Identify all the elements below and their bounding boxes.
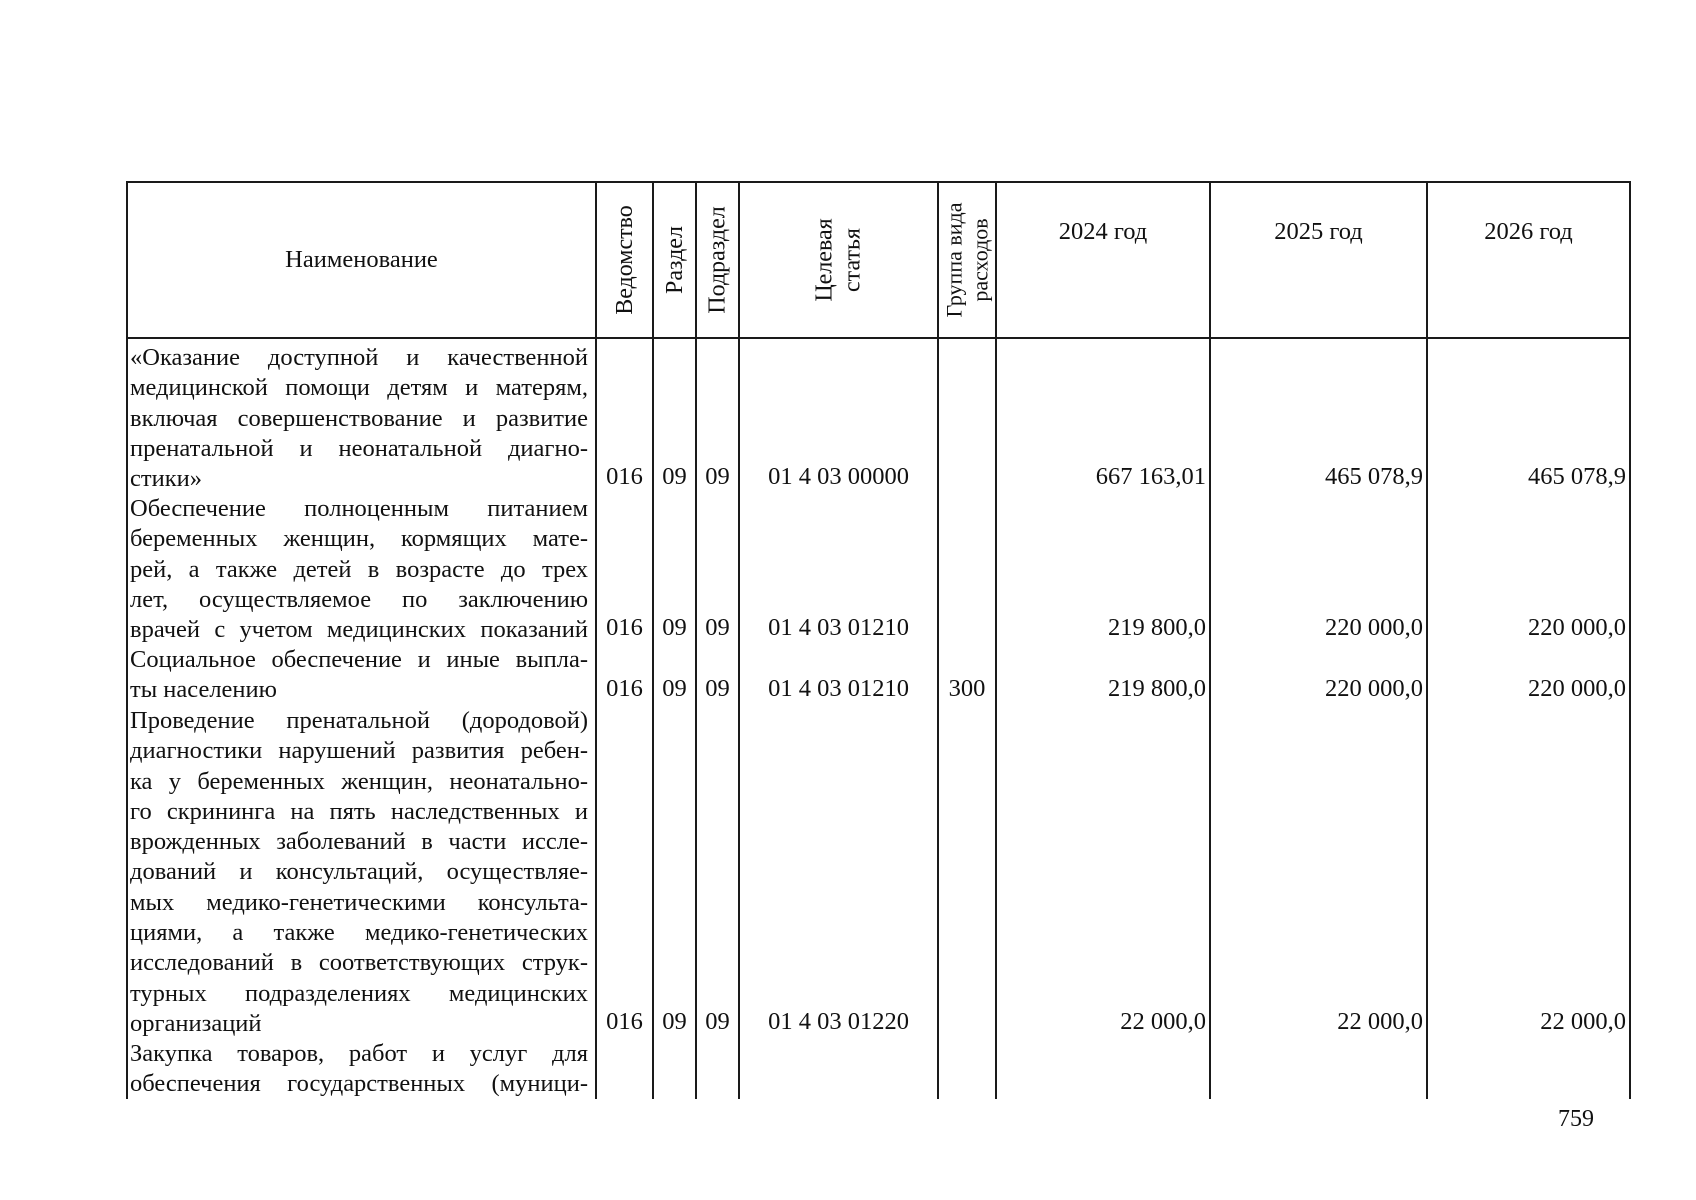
row-2-2024: 219 800,0 xyxy=(1108,614,1206,641)
row-1-2026: 465 078,9 xyxy=(1528,463,1626,490)
row-1-line: включая совершенствование и развитие xyxy=(130,404,588,432)
row-1-2024: 667 163,01 xyxy=(1095,463,1206,490)
row-2-subsection: 09 xyxy=(705,614,730,641)
row-4-line: исследований в соответствующих струк- xyxy=(130,949,588,977)
row-3-dept: 016 xyxy=(606,675,643,702)
row-1-section: 09 xyxy=(662,463,687,490)
row-4-line: мых медико-генетическими консульта- xyxy=(130,888,588,916)
row-1-target: 01 4 03 00000 xyxy=(768,463,909,490)
row-4-line: ка у беременных женщин, неонатально- xyxy=(130,767,588,795)
row-5-line: обеспечения государственных (муници- xyxy=(130,1070,588,1098)
row-4-line: турных подразделениях медицинских xyxy=(130,979,588,1007)
row-4-line: дований и консультаций, осуществляе- xyxy=(130,858,588,886)
header-dept xyxy=(597,183,652,337)
row-3-name xyxy=(130,645,588,706)
row-4-2026: 22 000,0 xyxy=(1540,1008,1626,1035)
row-3-2025: 220 000,0 xyxy=(1325,675,1423,702)
row-1-line: пренатальной и неонатальной диагно- xyxy=(130,434,588,462)
row-4-subsection: 09 xyxy=(705,1008,730,1035)
row-4-line: организаций xyxy=(130,1009,262,1037)
row-3-line: ты населению xyxy=(130,676,277,704)
row-4-target: 01 4 03 01220 xyxy=(768,1008,909,1035)
header-target xyxy=(740,183,937,337)
row-3-target: 01 4 03 01210 xyxy=(768,675,909,702)
header-subsection-label: Подраздел xyxy=(704,206,731,314)
row-1-line: «Оказание доступной и качественной xyxy=(130,344,588,371)
row-2-2026: 220 000,0 xyxy=(1528,614,1626,641)
row-3-2024: 219 800,0 xyxy=(1108,675,1206,702)
row-3-expense: 300 xyxy=(948,675,986,702)
header-expense-line1: Группа вида xyxy=(941,202,967,318)
row-4-2025: 22 000,0 xyxy=(1337,1008,1423,1035)
row-1-dept: 016 xyxy=(606,463,643,490)
row-5-name xyxy=(130,1039,588,1100)
header-target-line1: Целевая xyxy=(811,218,838,302)
row-1-line: стики» xyxy=(130,465,202,493)
header-expense-label xyxy=(941,203,993,318)
row-2-line: лет, осуществляемое по заключению xyxy=(130,585,588,613)
row-3-subsection: 09 xyxy=(705,675,730,702)
header-2024: 2024 год xyxy=(1058,218,1148,245)
row-4-line: циями, а также медико-генетических xyxy=(130,919,588,947)
row-1-name xyxy=(130,343,588,494)
row-4-name xyxy=(130,706,588,1039)
row-2-dept: 016 xyxy=(606,614,643,641)
header-target-line2: статья xyxy=(839,228,866,292)
row-2-line: рей, а также детей в возрасте до трех xyxy=(130,555,588,583)
row-4-section: 09 xyxy=(662,1008,687,1035)
header-expense xyxy=(939,183,995,337)
row-2-line: врачей с учетом медицинских показаний xyxy=(130,616,588,644)
header-2026: 2026 год xyxy=(1484,218,1573,245)
row-5-line: Закупка товаров, работ и услуг для xyxy=(130,1040,588,1067)
page-number: 759 xyxy=(1558,1106,1594,1132)
row-1-subsection: 09 xyxy=(705,463,730,490)
row-2-line: беременных женщин, кормящих мате- xyxy=(130,525,588,553)
row-4-2024: 22 000,0 xyxy=(1120,1008,1206,1035)
row-3-2026: 220 000,0 xyxy=(1528,675,1626,702)
row-4-line: врожденных заболеваний в части иссле- xyxy=(130,828,588,856)
header-bottom-border xyxy=(126,337,1631,339)
header-section-label: Раздел xyxy=(661,226,688,294)
row-3-line: Социальное обеспечение и иные выпла- xyxy=(130,646,588,673)
header-dept-label: Ведомство xyxy=(611,205,638,315)
row-2-target: 01 4 03 01210 xyxy=(768,614,909,641)
row-2-line: Обеспечение полноценным питанием xyxy=(130,495,588,522)
header-expense-line2: расходов xyxy=(967,218,993,302)
col-border-right xyxy=(1629,181,1631,1099)
row-1-line: медицинской помощи детям и матерям, xyxy=(130,374,588,402)
row-4-dept: 016 xyxy=(606,1008,643,1035)
row-4-line: диагностики нарушений развития ребен- xyxy=(130,737,588,765)
header-name: Наименование xyxy=(285,246,438,273)
header-subsection xyxy=(697,183,738,337)
row-4-line: Проведение пренатальной (дородовой) xyxy=(130,707,588,734)
row-3-section: 09 xyxy=(662,675,687,702)
header-target-label xyxy=(810,218,866,301)
row-2-section: 09 xyxy=(662,614,687,641)
row-1-2025: 465 078,9 xyxy=(1325,463,1423,490)
row-2-name xyxy=(130,494,588,645)
header-section xyxy=(654,183,695,337)
header-2025: 2025 год xyxy=(1274,218,1363,245)
row-2-2025: 220 000,0 xyxy=(1325,614,1423,641)
row-4-line: го скрининга на пять наследственных и xyxy=(130,797,588,825)
